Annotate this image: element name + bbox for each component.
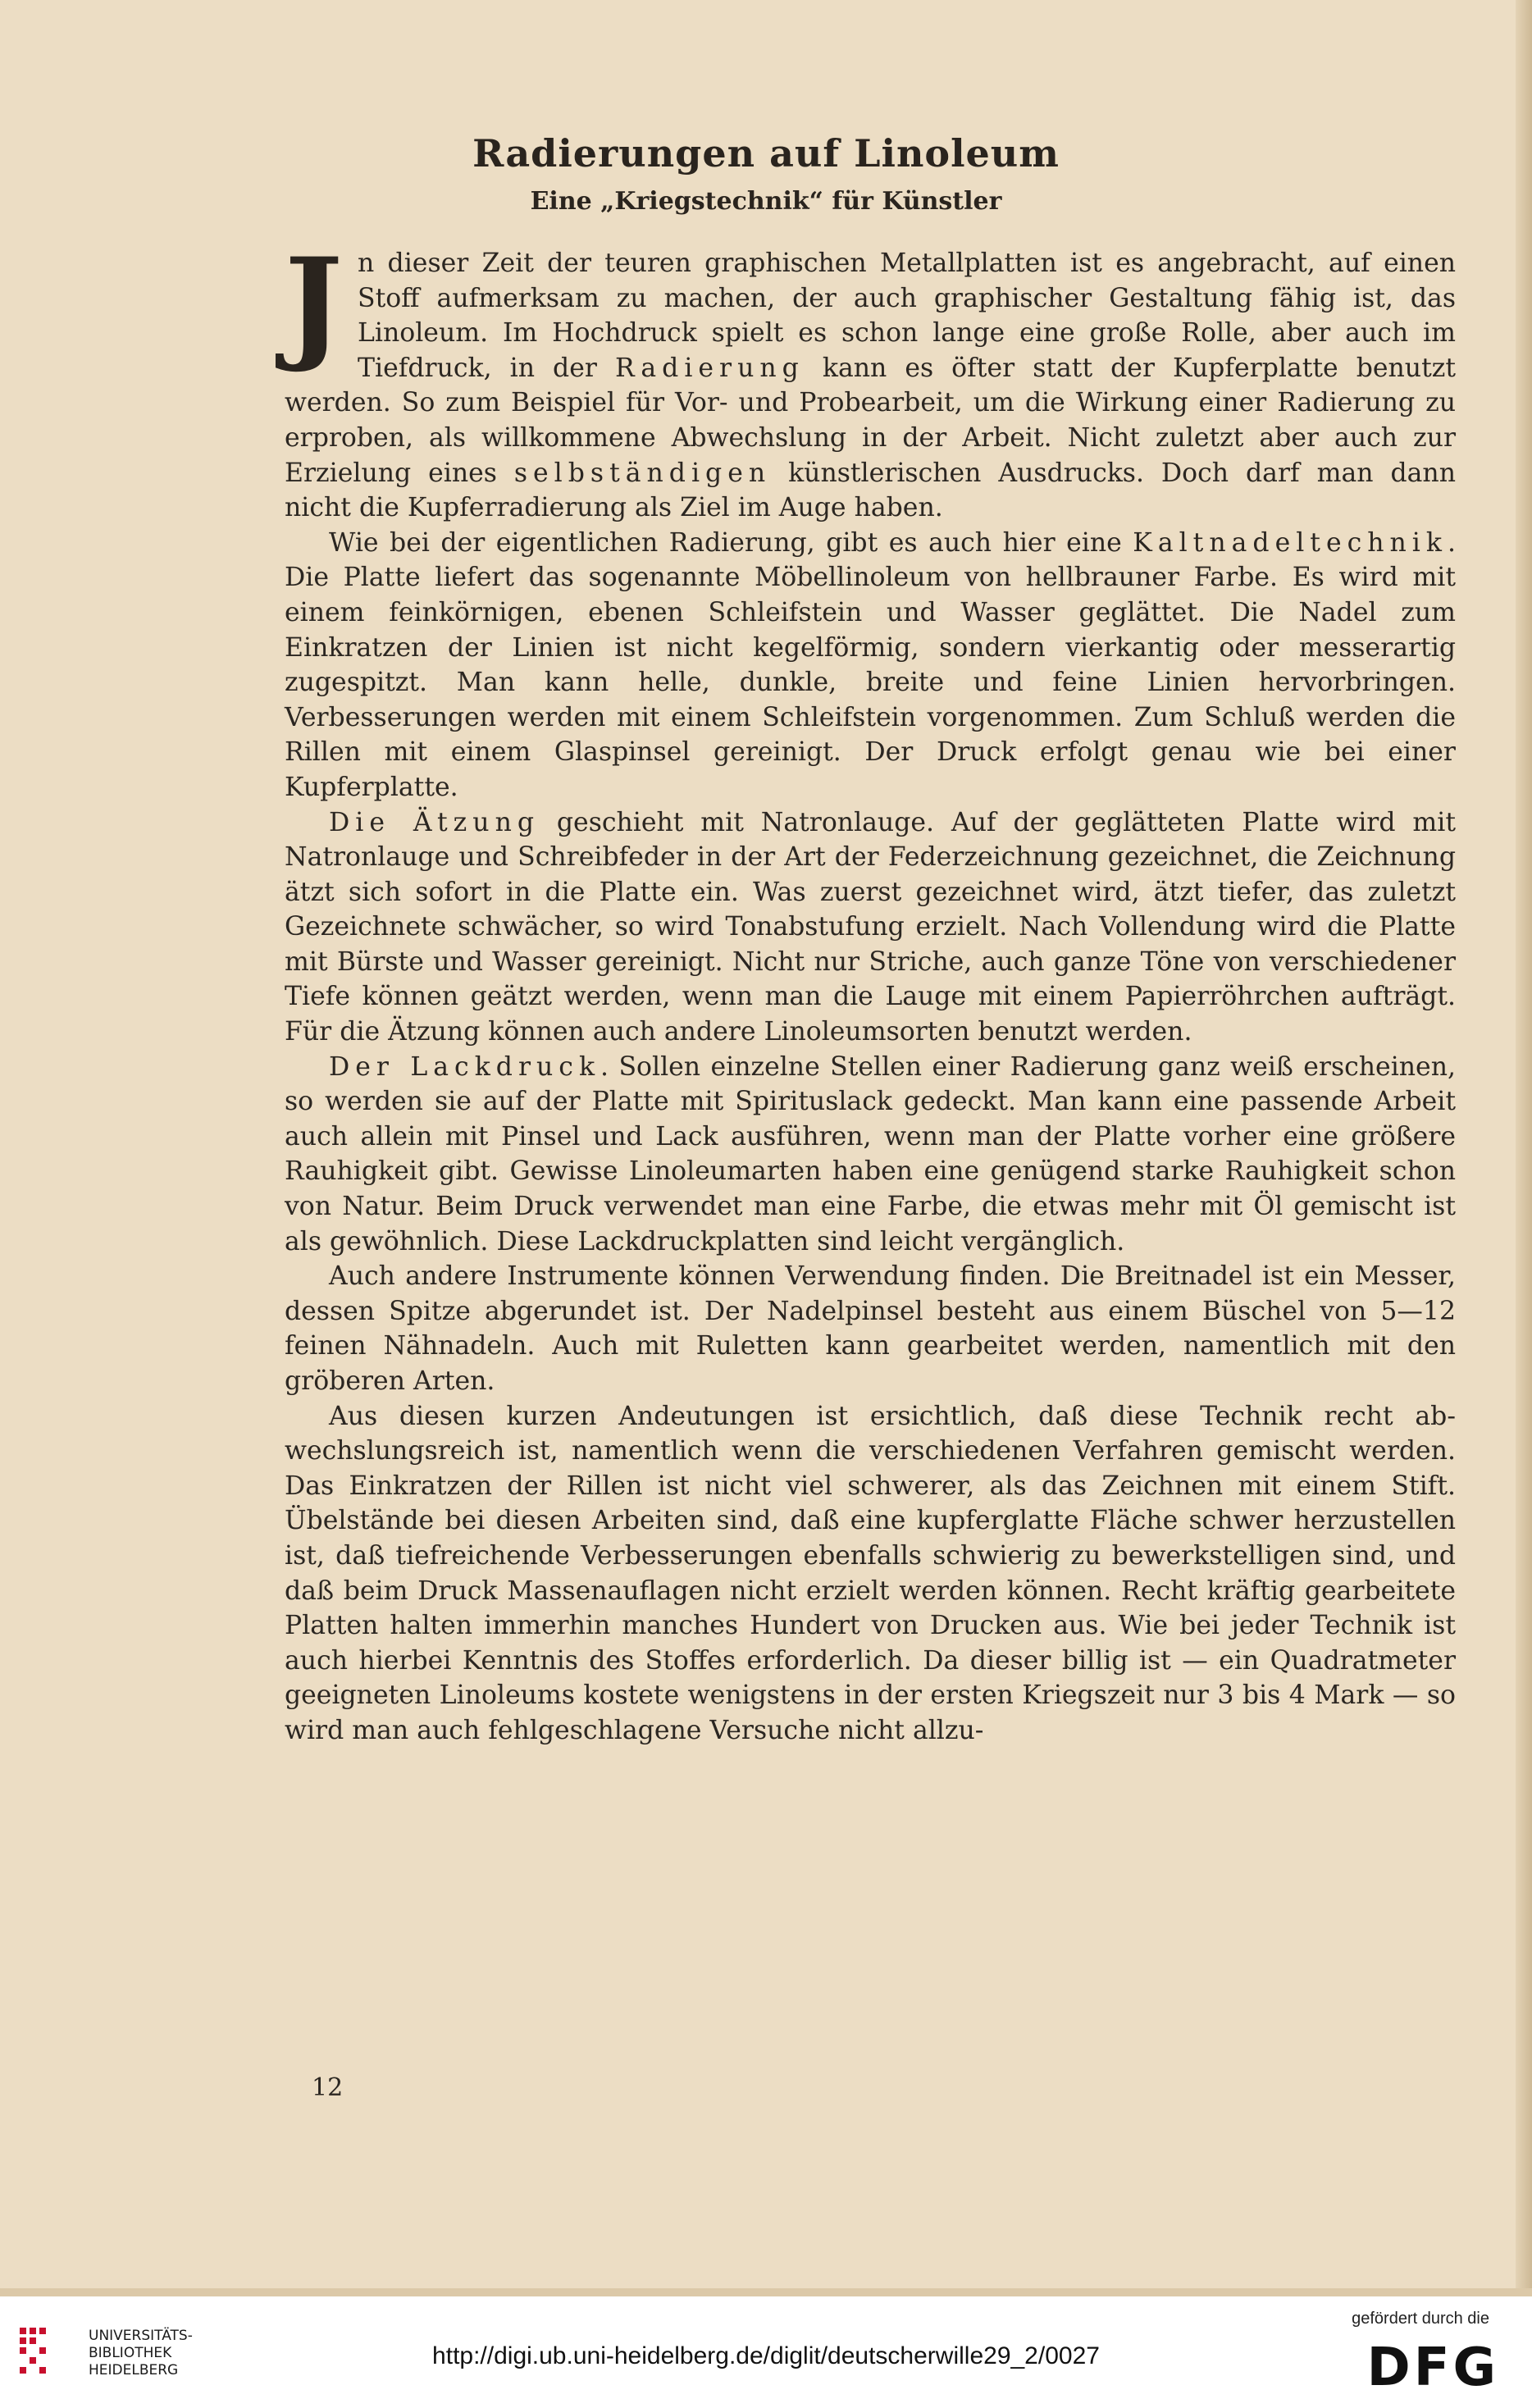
spaced-emphasis: Die Ätzung — [329, 807, 540, 837]
paragraph-text: künstlerischen Ausdrucks. Doch darf man dann nicht die Kupferradierung als Ziel im Auge haben. — [285, 458, 1456, 523]
paragraph-text: n dieser Zeit der teuren graphischen Metallplatten ist es angebracht, auf einen Stoff aufmerksam zu machen, der auch graphischer Gestaltung fähig ist, das Linoleum. Im Hochdruck spielt es schon lange eine große Rolle, aber auch im Tiefdruck, in der — [357, 249, 1456, 383]
paragraph-text: geschieht mit Natronlauge. Auf der geglätteten Platte wird mit Natronlauge und Schreibfeder in der Art der Federzeichnung gezeichnet, die Zeichnung ätzt sich sofort in die Platte ein. Was zuerst gezeichnet wird, ätzt tiefer, das zuletzt Gezeichnete schwächer, so wird Tonabstufung erzielt. Nach Vollendung wird die Platte mit Bürste und Wasser gereinigt. Nicht nur Striche, auch ganze Töne von verschiedener Tiefe können geätzt werden, wenn man die Lauge mit einem Papierröhrchen aufträgt. Für die Ätzung können auch andere Linoleumsorten benutzt werden. — [285, 807, 1456, 1047]
paragraph-text: Aus diesen kurzen Andeutungen ist ersichtlich, daß diese Technik recht abwechslungsreich ist, namentlich wenn die verschiedenen Verfahren gemischt werden. Das Einkratzen der Rillen ist nicht viel schwerer, als das Zeichnen mit einem Stift. Übelstände bei diesen Arbeiten sind, daß eine kupferglatte Fläche schwer herzustellen ist, daß tiefreichende Verbesserungen ebenfalls schwierig zu bewerkstelligen sind, und daß beim Druck Massenauflagen nicht erzielt werden können. Recht kräftig gearbeitete Platten halten immerhin manches Hundert von Drucken aus. Wie bei jeder Technik ist auch hierbei Kenntnis des Stoffes erforderlich. Da dieser billig ist — ein Quadratmeter geeigneten Linoleums kostete wenigstens in der ersten Kriegszeit nur 3 bis 4 Mark — so wird man auch fehlgeschlagene Versuche nicht allzu- — [285, 1401, 1456, 1745]
spaced-emphasis: Kaltnadeltechnik — [1133, 527, 1448, 558]
page-edge-bottom — [0, 2288, 1532, 2296]
paragraph-text: Wie bei der eigentlichen Radierung, gibt es auch hier eine — [329, 527, 1133, 558]
article-body — [285, 231, 1456, 1749]
document-url-link[interactable]: http://digi.ub.uni-heidelberg.de/diglit/deutscherwille29_2/0027 — [432, 2342, 1100, 2369]
dfg-logo: DFG — [1366, 2337, 1499, 2398]
paragraph-5 — [285, 1259, 1456, 1398]
paragraph-2 — [285, 526, 1456, 805]
drop-initial: J — [285, 231, 343, 376]
page-edge-shadow — [1516, 0, 1532, 2296]
paragraph-6 — [285, 1399, 1456, 1749]
library-name-line: UNIVERSITÄTS- — [89, 2328, 193, 2344]
library-name-line: HEIDELBERG — [89, 2362, 179, 2378]
spaced-emphasis: Der Lackdruck — [329, 1051, 601, 1082]
page-number: 12 — [312, 2073, 344, 2102]
library-name-line: BIBLIOTHEK — [89, 2345, 172, 2361]
paragraph-3 — [285, 805, 1456, 1050]
viewer-footer — [0, 2296, 1532, 2408]
paragraph-1 — [285, 231, 1456, 526]
paragraph-text: . Die Platte liefert das sogenannte Möbellinoleum von hellbrauner Farbe. Es wird mit einem feinkörnigen, ebenen Schleifstein und Wasser geglättet. Die Nadel zum Einkratzen der Linien ist nicht kegelförmig, sondern vierkantig oder messerartig zugespitzt. Man kann helle, dunkle, breite und feine Linien hervorbringen. Verbesserungen werden mit einem Schleifstein vorgenommen. Zum Schluß werden die Rillen mit einem Glaspinsel gereinigt. Der Druck erfolgt genau wie bei einer Kupferplatte. — [285, 527, 1456, 802]
funded-by-label: gefördert durch die — [1352, 2310, 1489, 2328]
paragraph-4 — [285, 1050, 1456, 1260]
article-title: Radierungen auf Linoleum — [472, 131, 1060, 176]
spaced-emphasis: selbständigen — [513, 458, 772, 488]
paragraph-text: kann es öfter statt der Kupferplatte benutzt werden. So zum Beispiel für Vor- und Probearbeit, um die Wirkung einer Radierung zu erproben, als willkommene Abwechslung in der Arbeit. Nicht zuletzt aber auch zur Erzielung eines — [285, 353, 1456, 488]
paragraph-text: . Sollen einzelne Stellen einer Radierung ganz weiß erscheinen, so werden sie auf der Platte mit Spirituslack gedeckt. Man kann eine passende Arbeit auch allein mit Pinsel und Lack ausführen, wenn man der Platte vorher eine größere Rauhigkeit gibt. Gewisse Linoleumarten haben eine genügend starke Rauhigkeit schon von Natur. Beim Druck verwendet man eine Farbe, die etwas mehr mit Öl gemischt ist als gewöhnlich. Diese Lackdruckplatten sind leicht vergänglich. — [285, 1051, 1456, 1256]
paragraph-text: Auch andere Instrumente können Verwendung finden. Die Breitnadel ist ein Messer, dessen Spitze abgerundet ist. Der Nadelpinsel besteht aus einem Büschel von 5—12 feinen Nähnadeln. Auch mit Ruletten kann gearbeitet werden, namentlich mit den gröberen Arten. — [285, 1261, 1456, 1396]
article-subtitle: Eine „Kriegstechnik“ für Künstler — [530, 187, 1002, 216]
spaced-emphasis: Radierung — [614, 353, 805, 383]
